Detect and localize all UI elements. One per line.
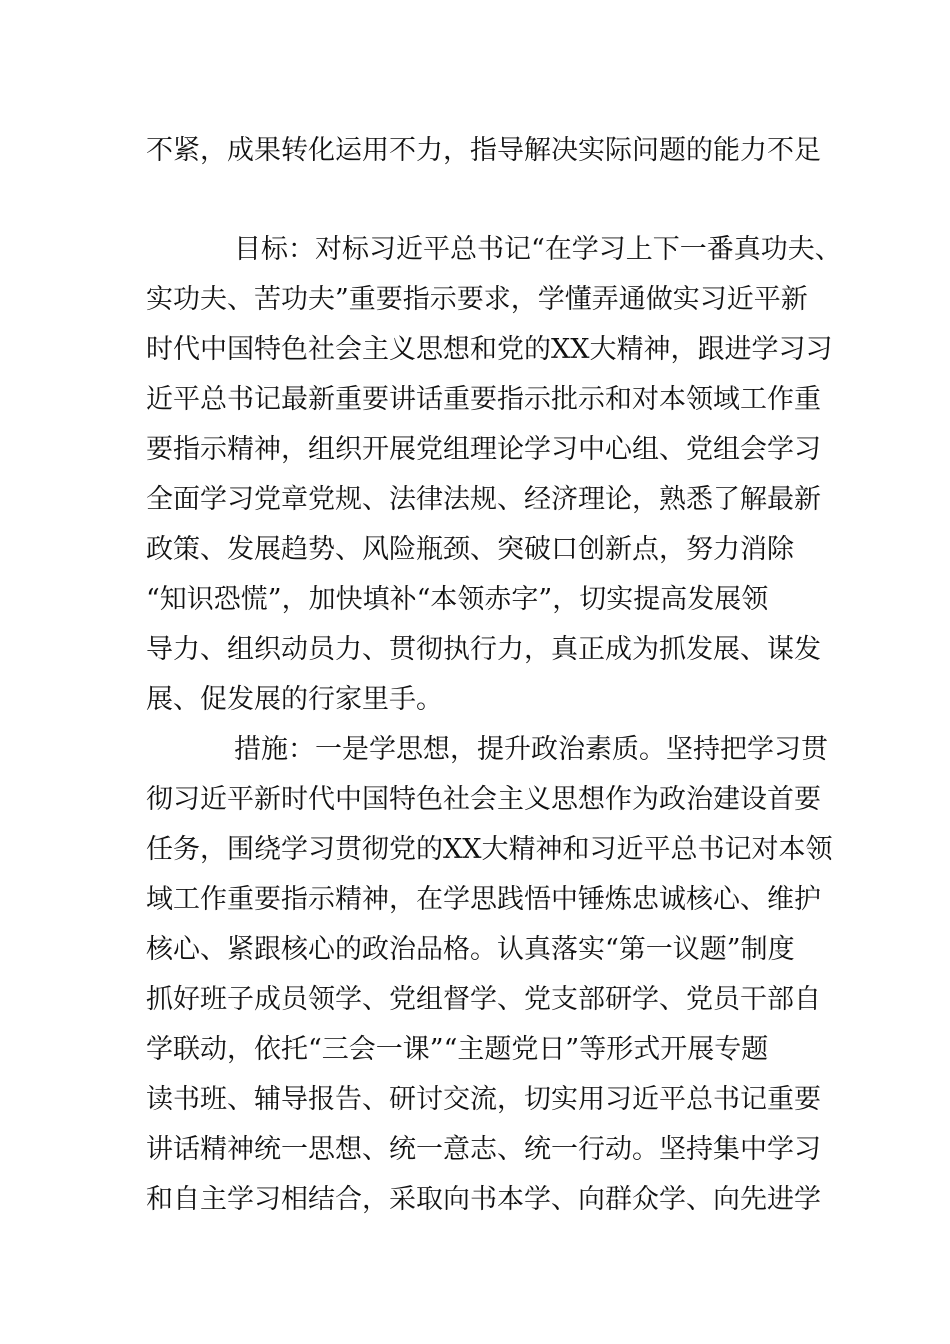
text-line: 全面学习党章党规、法律法规、经济理论，熟悉了解最新 bbox=[146, 484, 821, 515]
text-line: 实功夫、苦功夫”重要指示要求，学懂弄通做实习近平新 bbox=[146, 284, 808, 315]
text-line: 读书班、辅导报告、研讨交流，切实用习近平总书记重要 bbox=[146, 1084, 821, 1115]
text-line: 不紧，成果转化运用不力，指导解决实际问题的能力不足 bbox=[146, 135, 821, 166]
paragraph-target-start: 目标：对标习近平总书记“在学习上下一番真功夫、 bbox=[234, 234, 842, 265]
text-line: 抓好班子成员领学、党组督学、党支部研学、党员干部自 bbox=[146, 984, 821, 1015]
text-line: 导力、组织动员力、贯彻执行力，真正成为抓发展、谋发 bbox=[146, 634, 821, 665]
text-line: 展、促发展的行家里手。 bbox=[146, 684, 443, 715]
text-line: 近平总书记最新重要讲话重要指示批示和对本领域工作重 bbox=[146, 384, 821, 415]
text-line: “知识恐慌”，加快填补“本领赤字”，切实提高发展领 bbox=[146, 584, 769, 615]
text-line: 核心、紧跟核心的政治品格。认真落实“第一议题”制度 bbox=[146, 934, 795, 965]
text-line: 政策、发展趋势、风险瓶颈、突破口创新点，努力消除 bbox=[146, 534, 794, 565]
text-line: 要指示精神，组织开展党组理论学习中心组、党组会学习 bbox=[146, 434, 821, 465]
paragraph-measures-start: 措施：一是学思想，提升政治素质。坚持把学习贯 bbox=[234, 734, 828, 765]
text-line: 时代中国特色社会主义思想和党的XX大精神，跟进学习习 bbox=[146, 334, 833, 365]
text-line: 学联动，依托“三会一课”“主题党日”等形式开展专题 bbox=[146, 1034, 769, 1065]
text-line: 讲话精神统一思想、统一意志、统一行动。坚持集中学习 bbox=[146, 1134, 821, 1165]
text-line: 和自主学习相结合，采取向书本学、向群众学、向先进学 bbox=[146, 1184, 821, 1215]
text-line: 任务，围绕学习贯彻党的XX大精神和习近平总书记对本领 bbox=[146, 834, 833, 865]
text-line: 彻习近平新时代中国特色社会主义思想作为政治建设首要 bbox=[146, 784, 821, 815]
text-line: 域工作重要指示精神，在学思践悟中锤炼忠诚核心、维护 bbox=[146, 884, 821, 915]
